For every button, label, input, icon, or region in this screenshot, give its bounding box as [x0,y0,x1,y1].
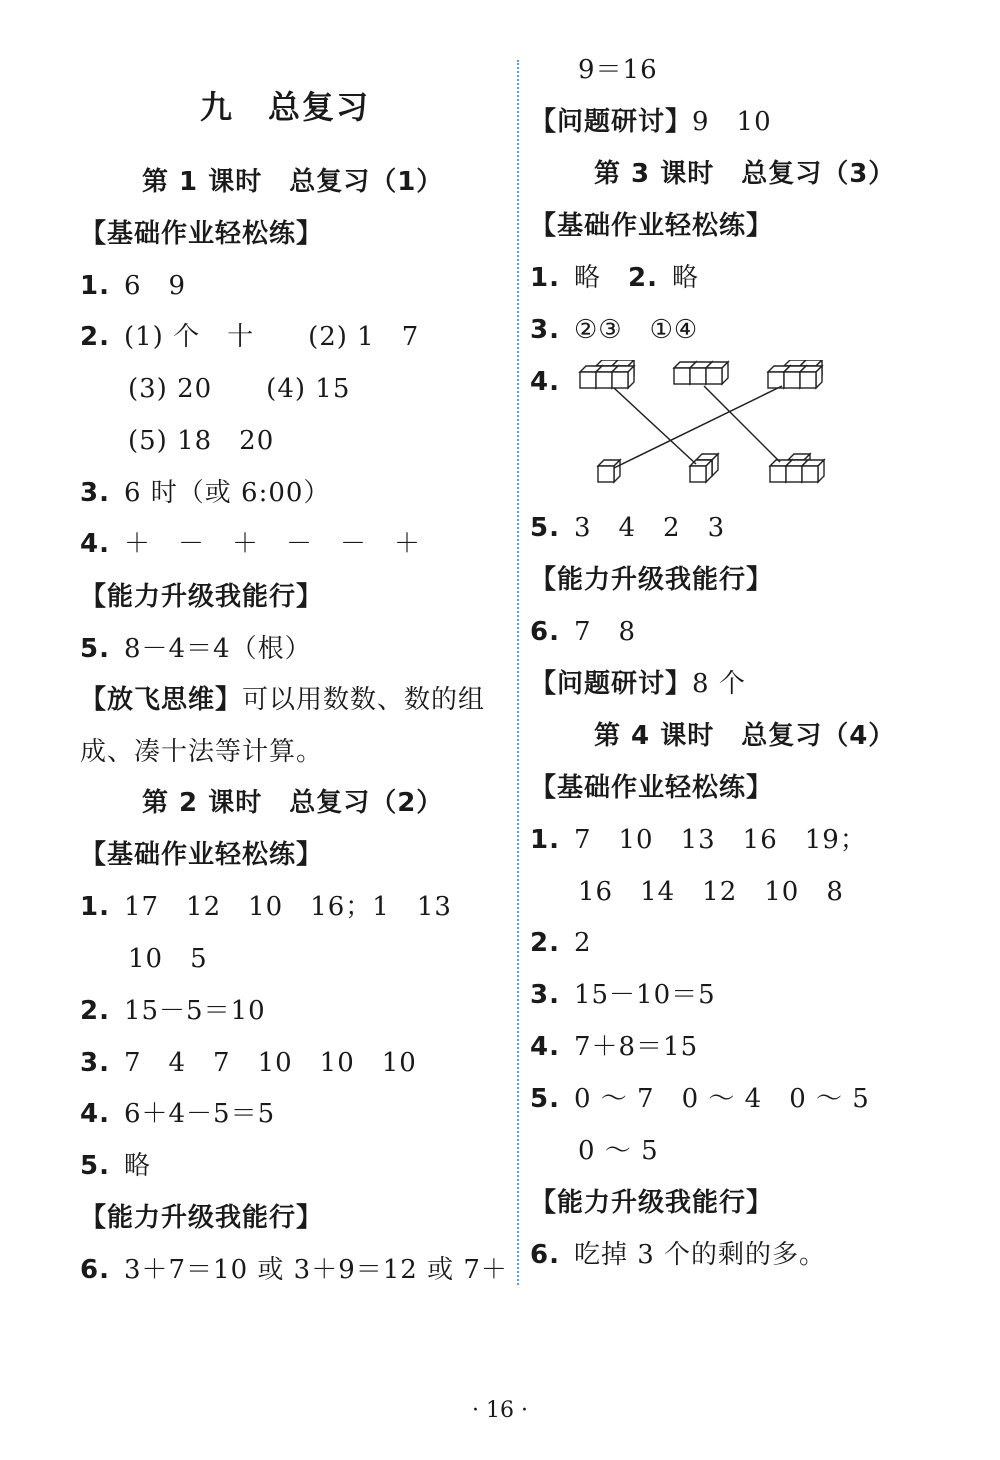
lesson-2-title: 第 2 课时 总复习（2） [142,788,444,818]
lesson-4-ability-section: 【能力升级我能行】 [530,1188,774,1218]
answer-text: 略 [671,263,699,293]
question-number: 3. [530,315,560,345]
l1-question-2-part-3: (5) 18 20 [128,426,275,456]
match-line [614,388,696,464]
think-heading: 【放飞思维】 [80,685,243,715]
column-divider [517,60,519,1285]
cube-matching-diagram [570,360,870,495]
answer-text: 7 10 13 16 19； [573,825,867,855]
chapter-title: 九 总复习 [200,88,371,126]
l4-question-2 [530,926,592,960]
question-number: 5. [530,513,560,543]
answer-text: 15－5＝10 [123,996,266,1026]
l2-question-3 [80,1046,417,1080]
l3-questions-1-2 [530,261,699,295]
match-line [704,386,780,462]
question-number: 2. [530,928,560,958]
l2-question-6-cont: 9＝16 [578,55,658,85]
l3-question-4 [530,365,574,399]
l3-question-6 [530,615,636,649]
l4-question-3 [530,978,716,1012]
question-number: 1. [80,892,110,922]
l2-question-2 [80,994,266,1028]
lesson-2-basic-section: 【基础作业轻松练】 [80,840,324,870]
question-number: 4. [530,367,560,397]
match-line [614,386,782,468]
question-number: 2. [80,996,110,1026]
l2-question-6 [80,1253,508,1287]
l4-question-1 [530,823,867,857]
question-number: 3. [80,478,110,508]
lesson-4-title: 第 4 课时 总复习（4） [594,721,896,751]
answer-text: 3＋7＝10 或 3＋9＝12 或 7＋ [123,1255,508,1285]
answer-text: 7＋8＝15 [573,1032,699,1062]
question-number: 4. [80,1099,110,1129]
l1-question-2-part-2: (3) 20 (4) 15 [128,374,351,404]
question-number: 2. [80,322,110,352]
answer-text: 7 4 7 10 10 10 [123,1048,417,1078]
l4-question-5-cont: 0 ～ 5 [578,1136,659,1166]
cube-group-top-right [768,360,822,388]
answer-text: 3 4 2 3 [573,513,726,543]
answer-text: ②③ ①④ [573,315,699,345]
l1-question-5 [80,632,312,666]
l3-research [530,667,746,701]
question-number: 5. [80,1151,110,1181]
answer-text: 6 时（或 6:00） [123,478,331,508]
l1-question-2 [80,320,419,354]
question-number: 3. [80,1048,110,1078]
l2-research [530,105,772,139]
l3-question-3 [530,313,698,347]
lesson-3-ability-section: 【能力升级我能行】 [530,565,774,595]
question-number: 5. [80,634,110,664]
cube-group-top-left [580,360,634,388]
question-number: 5. [530,1084,560,1114]
question-number: 4. [80,529,110,559]
answer-text: 6＋4－5＝5 [123,1099,276,1129]
answer-text: 0 ～ 7 0 ～ 4 0 ～ 5 [573,1084,870,1114]
l3-question-5 [530,511,725,545]
answer-text: 略 [573,263,628,293]
answer-text: 6 9 [123,271,187,301]
l2-question-4 [80,1097,275,1131]
research-body: 9 10 [692,107,772,137]
answer-text: 15－10＝5 [573,980,716,1010]
l1-think-paragraph [80,674,505,778]
answer-text: 2 [573,928,592,958]
question-number: 3. [530,980,560,1010]
cube-group-bottom-left [598,460,620,482]
research-body: 8 个 [692,669,746,699]
lesson-4-basic-section: 【基础作业轻松练】 [530,773,774,803]
lesson-1-title: 第 1 课时 总复习（1） [142,167,444,197]
lesson-3-title: 第 3 课时 总复习（3） [594,159,896,189]
question-number: 2. [627,263,658,293]
question-number: 1. [80,271,110,301]
research-heading: 【问题研讨】 [530,107,693,137]
think-body: 可以用数数、数的组成、凑十法等计算。 [80,685,486,767]
l4-question-1-cont: 16 14 12 10 8 [578,877,844,907]
answer-text: 7 8 [573,617,637,647]
lesson-1-basic-section: 【基础作业轻松练】 [80,219,324,249]
answer-text: 8－4＝4（根） [123,634,312,664]
l4-question-6 [530,1238,826,1272]
cube-group-top-middle [674,362,728,384]
question-number: 6. [530,1240,560,1270]
answer-text: ＋ － ＋ － － ＋ [123,529,421,559]
question-number: 6. [530,617,560,647]
cube-group-bottom-right [770,454,824,482]
lesson-2-ability-section: 【能力升级我能行】 [80,1203,324,1233]
research-heading: 【问题研讨】 [530,669,693,699]
question-number: 4. [530,1032,560,1062]
l1-question-4 [80,527,421,561]
l4-question-4 [530,1030,698,1064]
question-number: 1. [530,263,560,293]
answer-text: 略 [123,1151,151,1181]
l2-question-5 [80,1149,151,1183]
l1-question-3 [80,476,330,510]
question-number: 6. [80,1255,110,1285]
l1-question-1 [80,269,186,303]
page-number: · 16 · [472,1398,528,1423]
lesson-3-basic-section: 【基础作业轻松练】 [530,211,774,241]
lesson-1-ability-section: 【能力升级我能行】 [80,582,324,612]
cube-group-bottom-middle [690,454,718,482]
l2-question-1-cont: 10 5 [128,944,208,974]
question-number: 1. [530,825,560,855]
answer-text: (1) 个 十 (2) 1 7 [123,322,420,352]
l2-question-1 [80,890,452,924]
answer-text: 吃掉 3 个的剩的多。 [573,1240,827,1270]
l4-question-5 [530,1082,870,1116]
answer-text: 17 12 10 16；1 13 [123,892,452,922]
